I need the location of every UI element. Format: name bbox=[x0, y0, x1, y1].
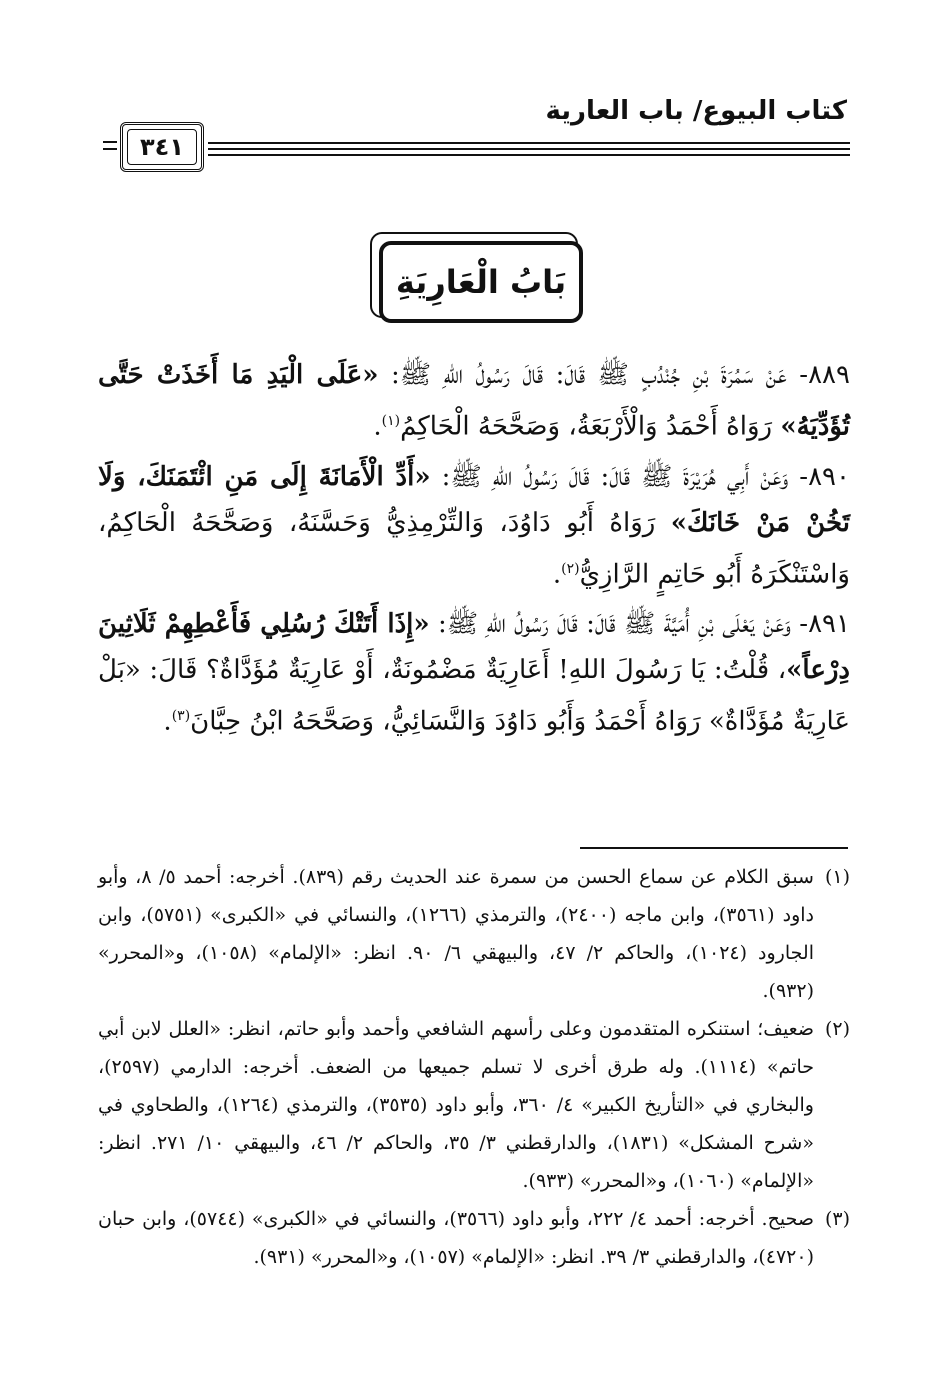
header-rule bbox=[98, 118, 850, 178]
footnote-1: (١) سبق الكلام عن سماع الحسن من سمرة عند الحديث رقم (٨٣٩). أخرجه: أحمد ٥/ ٨، وأبو داود (٣٥٦١)، وابن ماجه (٢٤٠٠)، والترمذي (١٢٦٦)، والنسائي في «الكبرى» (٥٧٥١)، وابن الجارود (١٠٢٤)، والحاكم ٢/ ٤٧، والبيهقي ٦/ ٩٠. انظر: «الإلمام» (١٠٥٨)، و«المحرر» (٩٣٢). bbox=[98, 866, 850, 1002]
footnote-divider bbox=[580, 847, 848, 849]
chapter-title: بَابُ الْعَارِيَةِ bbox=[379, 241, 583, 323]
page-number-box bbox=[120, 122, 204, 172]
hadith-890: ٨٩٠- وَعَنْ أَبِي هُرَيْرَةَ ﷺ قَالَ: قَالَ رَسُولُ اللهِ ﷺ: «أَدِّ الْأَمَانَةَ إِلَى مَنِ ائْتَمَنَكَ، وَلَا تَخُنْ مَنْ خَانَكَ» رَوَاهُ أَبُو دَاوُدَ، وَالتِّرْمِذِيُّ وَحَسَّنَهُ، وَصَحَّحَهُ الْحَاكِمُ، وَاسْتَنْكَرَهُ أَبُو حَاتِمٍ الرَّازِيُّ$^{(٢)}$. bbox=[98, 461, 850, 590]
footnote-ref: (٢) bbox=[561, 560, 580, 577]
hadith-body bbox=[98, 352, 850, 749]
page-number: ٣٤١ bbox=[127, 129, 197, 165]
hadith-quote: «أَدِّ الْأَمَانَةَ إِلَى مَنِ ائْتَمَنَكَ، وَلَا تَخُنْ مَنْ خَانَكَ» bbox=[98, 461, 850, 538]
footnotes bbox=[98, 858, 850, 1276]
footnote-3: (٣) صحيح. أخرجه: أحمد ٤/ ٢٢٢، وأبو داود (٣٥٦٦)، والنسائي في «الكبرى» (٥٧٤٤)، وابن حبان (٤٧٢٠)، والدارقطني ٣/ ٣٩. انظر: «الإلمام» (١٠٥٧)، و«المحرر» (٩٣١). bbox=[98, 1208, 850, 1268]
hadith-quote: «إِذَا أَتَتْكَ رُسُلِي فَأَعْطِهِمْ ثَلَاثِينَ دِرْعاً» bbox=[98, 609, 850, 686]
footnote-ref: (١) bbox=[381, 413, 401, 429]
chapter-title-frame bbox=[370, 232, 578, 318]
hadith-889: ٨٨٩- عَنْ سَمُرَةَ بْنِ جُنْدُبٍ ﷺ قَالَ: قَالَ رَسُولُ اللهِ ﷺ: «عَلَى الْيَدِ مَا أَخَذَتْ حَتَّى تُؤَدِّيَهُ» رَوَاهُ أَحْمَدُ وَالْأَرْبَعَةُ، وَصَحَّحَهُ الْحَاكِمُ$^{(١)}$. bbox=[98, 360, 850, 442]
hadith-quote: «عَلَى الْيَدِ مَا أَخَذَتْ حَتَّى تُؤَدِّيَهُ» bbox=[98, 360, 850, 442]
hadith-891: ٨٩١- وَعَنْ يَعْلَى بْنِ أُمَيَّةَ ﷺ قَالَ: قَالَ رَسُولُ اللهِ ﷺ: «إِذَا أَتَتْكَ رُسُلِي فَأَعْطِهِمْ ثَلَاثِينَ دِرْعاً»، قُلْتُ: يَا رَسُولَ اللهِ! أَعَارِيَةٌ مَضْمُونَةٌ، أَوْ عَارِيَةٌ مُؤَدَّاةٌ؟ قَالَ: «بَلْ عَارِيَةٌ مُؤَدَّاةٌ» رَوَاهُ أَحْمَدُ وَأَبُو دَاوُدَ وَالنَّسَائِيُّ، وَصَحَّحَهُ ابْنُ حِبَّانَ$^{(٣)}$. bbox=[98, 609, 850, 737]
footnote-2: (٢) ضعيف؛ استنكره المتقدمون وعلى رأسهم الشافعي وأحمد وأبو حاتم، انظر: «العلل لابن أبي حاتم» (١١١٤). وله طرق أخرى لا تسلم جميعها من الضعف. أخرجه: الدارمي (٢٥٩٧)، والبخاري في «التأريخ الكبير» ٤/ ٣٦٠، وأبو داود (٣٥٣٥)، والترمذي (١٢٦٤)، والطحاوي في «شرح المشكل» (١٨٣١)، والدارقطني ٣/ ٣٥، والحاكم ٢/ ٤٦، والبيهقي ١٠/ ٢٧١. انظر: «الإلمام» (١٠٦٠)، و«المحرر» (٩٣٣). bbox=[98, 1018, 850, 1192]
running-title: كتاب البيوع/ باب العارية bbox=[545, 96, 847, 126]
footnote-ref: (٣) bbox=[171, 708, 191, 725]
